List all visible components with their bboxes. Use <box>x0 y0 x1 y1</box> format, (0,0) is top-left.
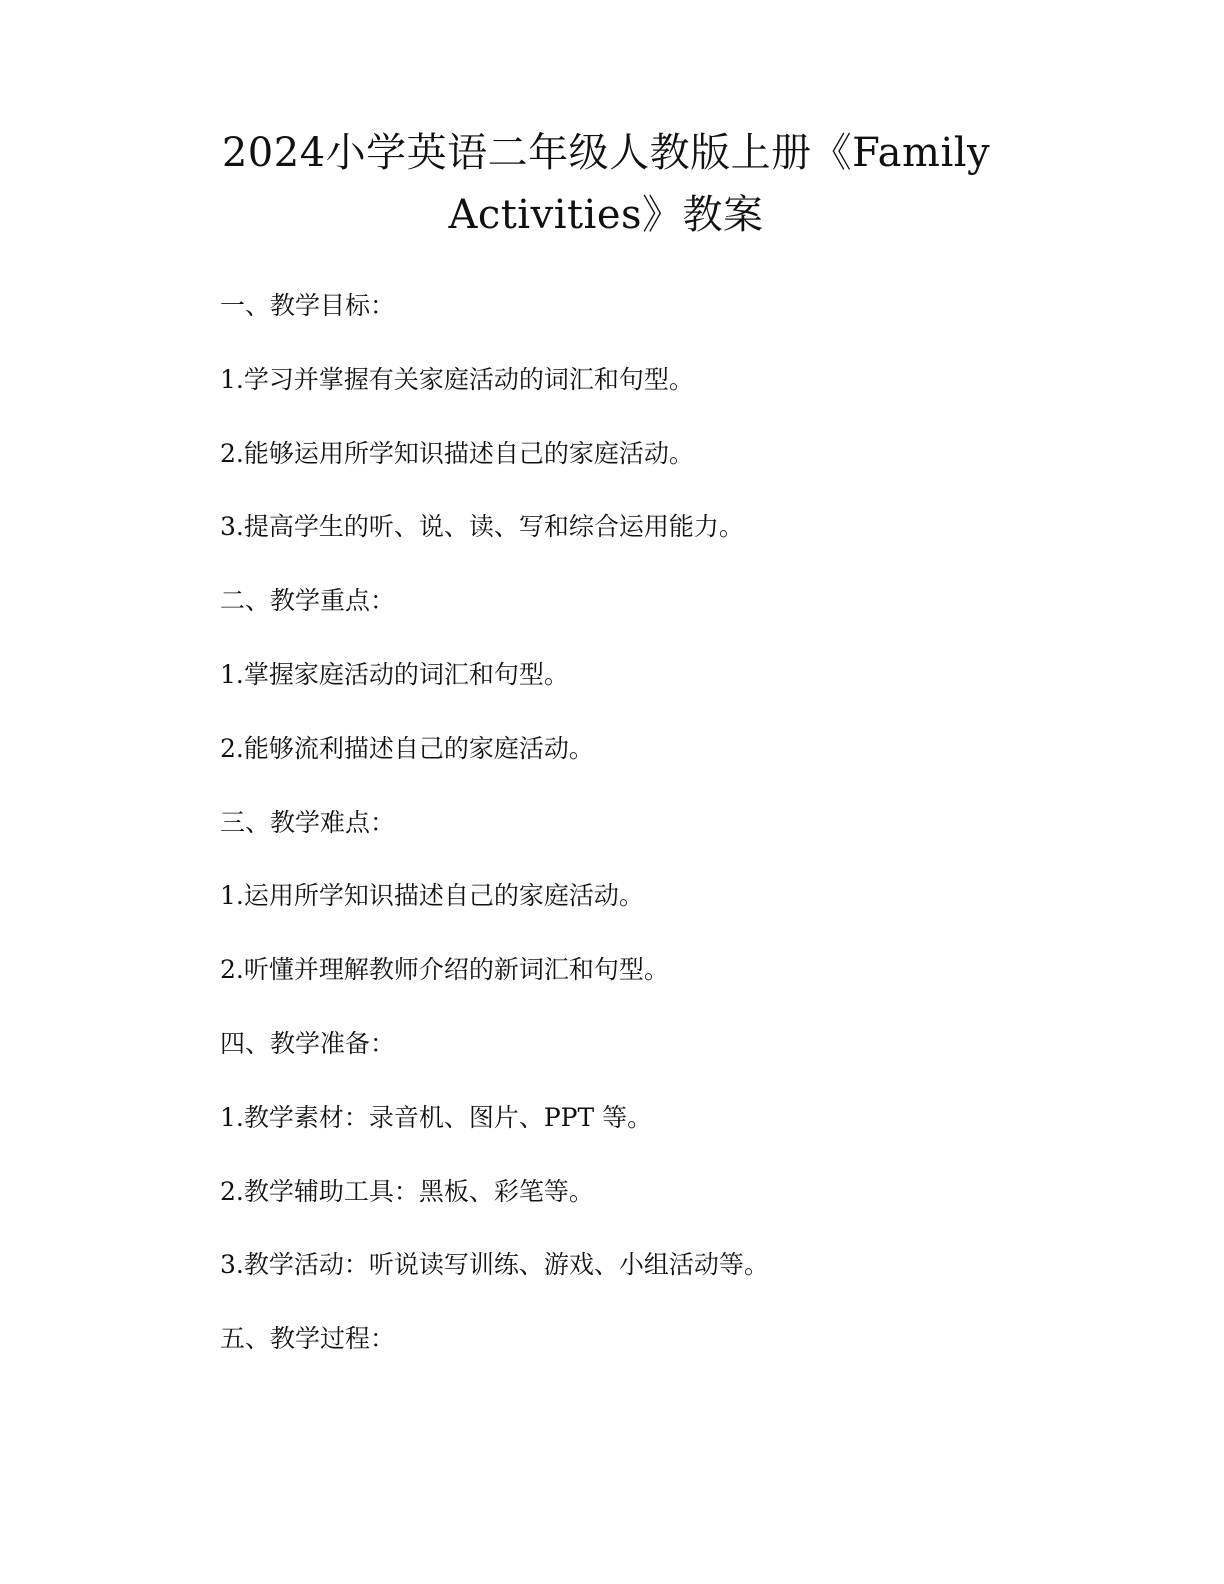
section-heading-process: 五、教学过程： <box>220 1324 396 1354</box>
document-title <box>150 122 1062 246</box>
list-item: 2.教学辅助工具：黑板、彩笔等。 <box>220 1176 594 1206</box>
title-line-2: Activities》教案 <box>448 192 764 238</box>
list-item: 1.学习并掌握有关家庭活动的词汇和句型。 <box>220 364 694 394</box>
document-body <box>220 283 1080 1390</box>
list-item: 1.教学素材：录音机、图片、PPT 等。 <box>220 1102 653 1132</box>
list-item: 3.提高学生的听、说、读、写和综合运用能力。 <box>220 512 744 542</box>
list-item: 2.听懂并理解教师介绍的新词汇和句型。 <box>220 955 669 985</box>
list-item: 2.能够运用所学知识描述自己的家庭活动。 <box>220 438 694 468</box>
section-heading-preparation: 四、教学准备： <box>220 1028 396 1058</box>
section-heading-difficulties: 三、教学难点： <box>220 807 396 837</box>
section-heading-key-points: 二、教学重点： <box>220 586 396 616</box>
list-item: 1.掌握家庭活动的词汇和句型。 <box>220 659 569 689</box>
list-item: 3.教学活动：听说读写训练、游戏、小组活动等。 <box>220 1250 769 1280</box>
title-line-1: 2024小学英语二年级人教版上册《Family <box>221 130 991 176</box>
list-item: 1.运用所学知识描述自己的家庭活动。 <box>220 881 644 911</box>
list-item: 2.能够流利描述自己的家庭活动。 <box>220 733 594 763</box>
section-heading-objectives: 一、教学目标： <box>220 291 396 320</box>
